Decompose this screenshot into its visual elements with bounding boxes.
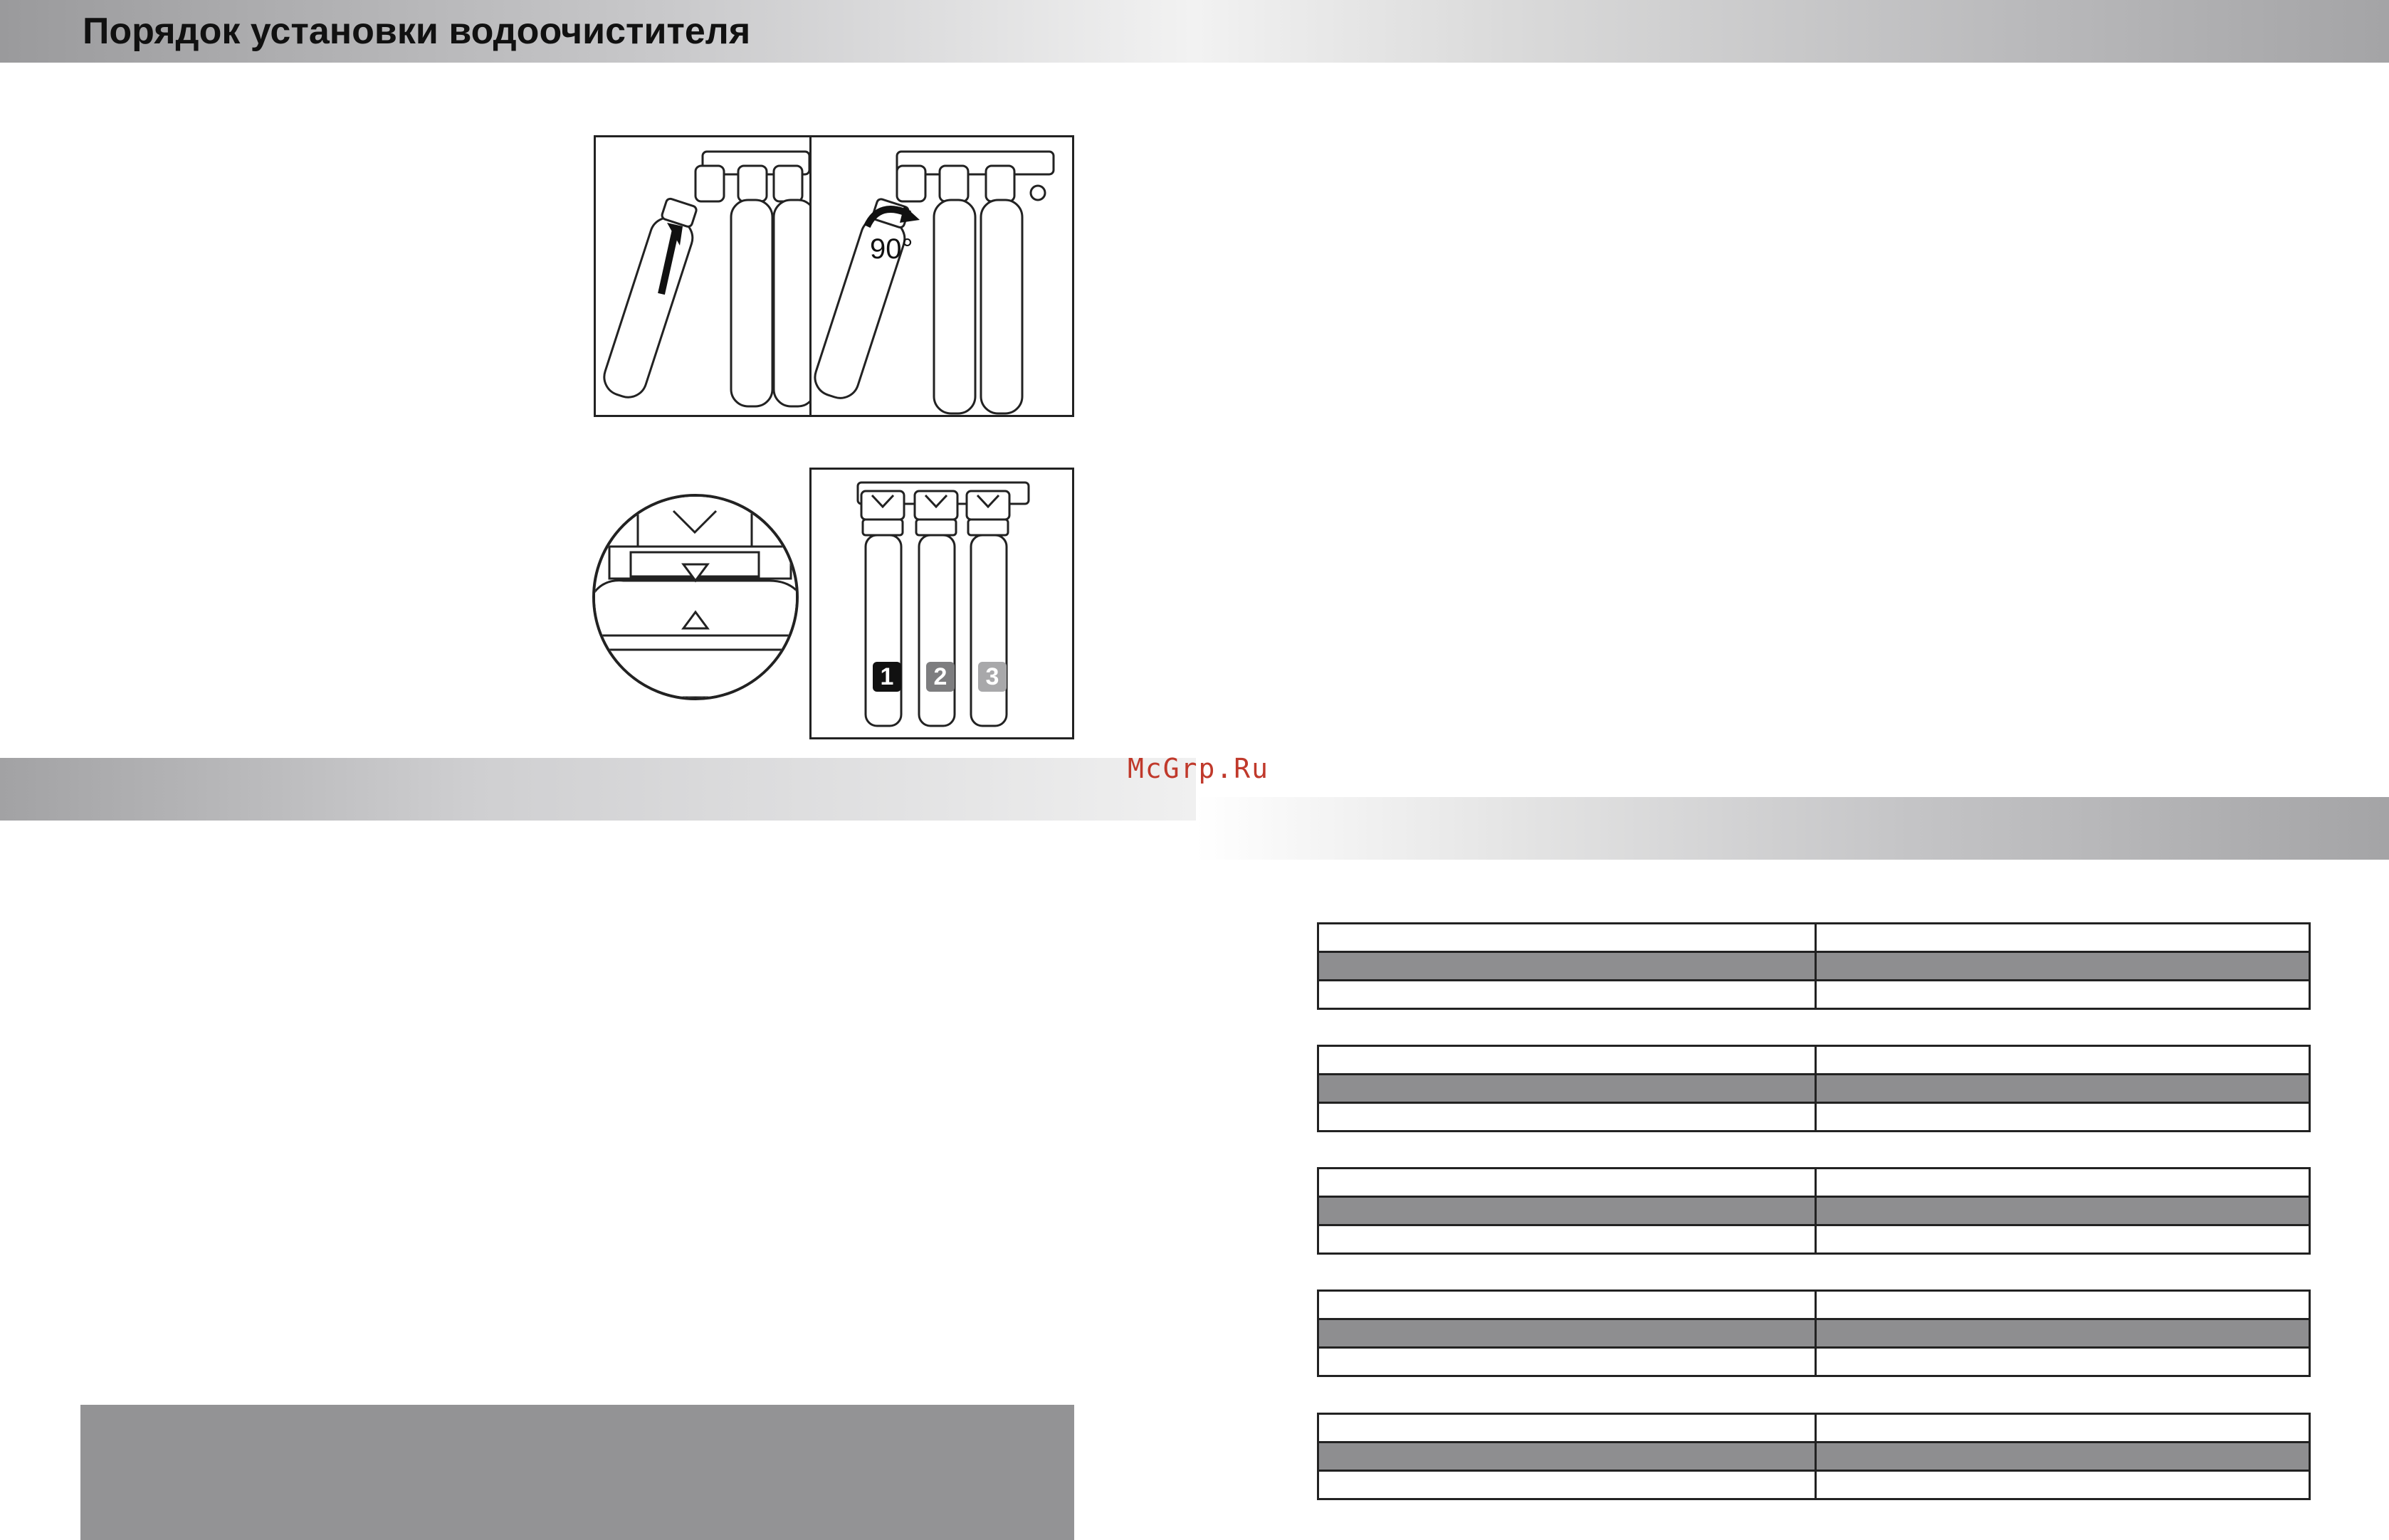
insert-cartridge-illustration bbox=[596, 137, 809, 415]
spec-table-1 bbox=[1317, 922, 2311, 1010]
table-row bbox=[1318, 1443, 2310, 1471]
table-row bbox=[1318, 1046, 2310, 1075]
page-title: Порядок установки водоочистителя bbox=[83, 11, 751, 52]
cartridge-number-1: 1 bbox=[880, 663, 894, 690]
table-row bbox=[1318, 1291, 2310, 1319]
cartridge-badge-1 bbox=[873, 662, 901, 692]
table-row bbox=[1318, 1348, 2310, 1376]
table-row bbox=[1318, 952, 2310, 981]
figure-rotate-cartridge bbox=[809, 135, 1074, 417]
table-row bbox=[1318, 1197, 2310, 1225]
rotate-cartridge-illustration bbox=[812, 137, 1072, 415]
table-row bbox=[1318, 1103, 2310, 1132]
table-row bbox=[1318, 981, 2310, 1009]
spec-table-4 bbox=[1317, 1290, 2311, 1377]
note-box bbox=[80, 1405, 1074, 1540]
cartridge-number-2: 2 bbox=[933, 663, 947, 690]
cartridge-order-illustration bbox=[812, 470, 1072, 737]
section-band-left bbox=[0, 758, 1196, 821]
rotate-angle-label: 90° bbox=[870, 233, 913, 265]
figure-insert-cartridge bbox=[594, 135, 812, 417]
table-row bbox=[1318, 1225, 2310, 1254]
table-row bbox=[1318, 1319, 2310, 1348]
spec-table-3 bbox=[1317, 1167, 2311, 1255]
figure-cartridge-order bbox=[809, 468, 1074, 739]
section-band-right bbox=[1196, 797, 2389, 860]
table-row bbox=[1318, 924, 2310, 952]
alignment-zoom-detail bbox=[592, 494, 799, 700]
cartridge-badge-3 bbox=[978, 662, 1007, 692]
table-row bbox=[1318, 1414, 2310, 1443]
cartridge-badge-2 bbox=[926, 662, 955, 692]
spec-table-5 bbox=[1317, 1413, 2311, 1500]
spec-table-2 bbox=[1317, 1045, 2311, 1132]
table-row bbox=[1318, 1075, 2310, 1103]
watermark: McGrp.Ru bbox=[1128, 753, 1270, 784]
cartridge-number-3: 3 bbox=[985, 663, 999, 690]
table-row bbox=[1318, 1169, 2310, 1197]
alignment-marks-illustration bbox=[595, 497, 796, 697]
table-row bbox=[1318, 1471, 2310, 1499]
